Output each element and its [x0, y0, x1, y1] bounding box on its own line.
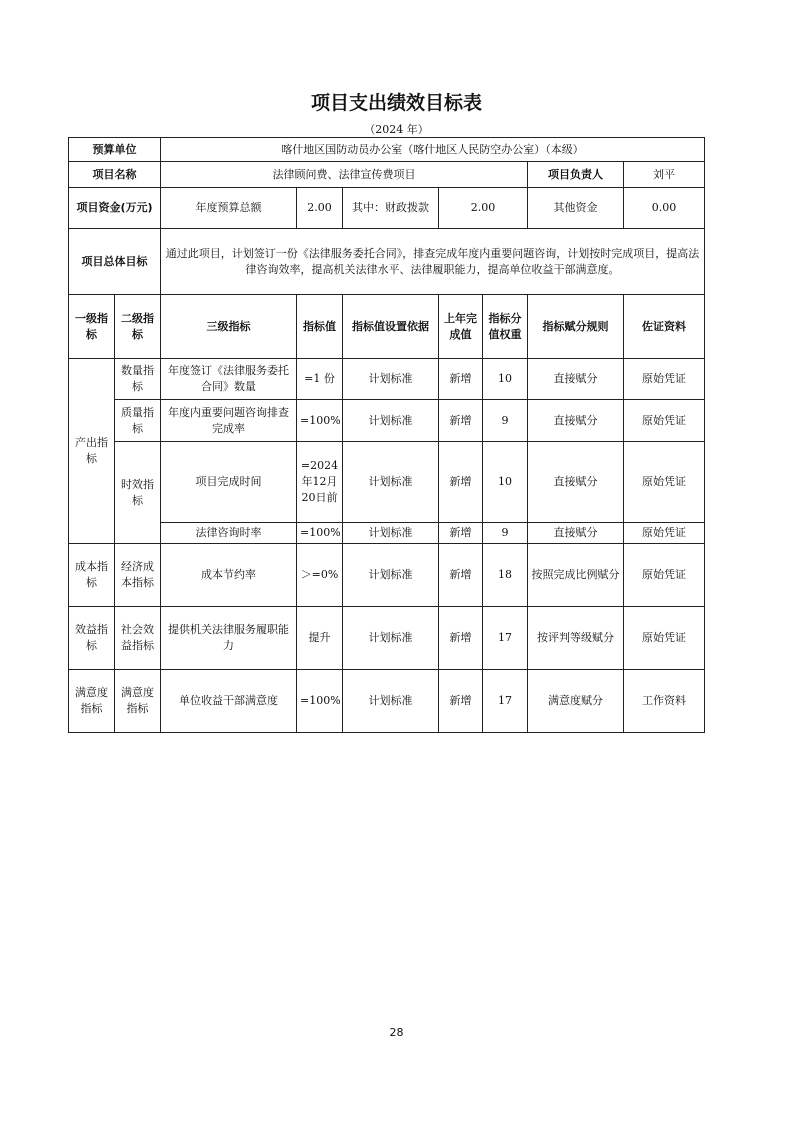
row-value: =100% [297, 523, 343, 544]
row-basis: 计划标准 [343, 523, 439, 544]
row-basis: 计划标准 [343, 607, 439, 670]
goal-row [69, 229, 705, 295]
page-number: 28 [389, 1026, 404, 1039]
group-quality: 质量指标 [115, 400, 161, 442]
group-satisfaction-level2: 满意度指标 [115, 670, 161, 733]
other-label: 其他资金 [528, 188, 624, 229]
header-level1: 一级指标 [69, 295, 115, 359]
row-name: 法律咨询时率 [161, 523, 297, 544]
row-evidence: 原始凭证 [624, 442, 705, 523]
year-subtitle: （2024 年） [364, 123, 429, 136]
goal-label: 项目总体目标 [69, 229, 161, 295]
indicator-header-row [69, 295, 705, 359]
row-name: 项目完成时间 [161, 442, 297, 523]
header-last-year: 上年完成值 [439, 295, 483, 359]
group-output: 产出指标 [69, 359, 115, 544]
table-row [69, 607, 705, 670]
page-title: 项目支出绩效目标表 [310, 92, 482, 114]
header-level2: 二级指标 [115, 295, 161, 359]
funds-label: 项目资金(万元) [69, 188, 161, 229]
row-basis: 计划标准 [343, 544, 439, 607]
table-row [69, 400, 705, 442]
annual-total-value: 2.00 [297, 188, 343, 229]
row-value: =2024年12月20日前 [297, 442, 343, 523]
row-name: 年度签订《法律服务委托合同》数量 [161, 359, 297, 400]
unit-label: 预算单位 [69, 138, 161, 162]
table-row [69, 670, 705, 733]
row-value: 提升 [297, 607, 343, 670]
row-basis: 计划标准 [343, 400, 439, 442]
row-value: ＞=0% [297, 544, 343, 607]
group-timeliness: 时效指标 [115, 442, 161, 544]
fiscal-label: 其中：财政拨款 [343, 188, 439, 229]
row-rule: 按照完成比例赋分 [528, 544, 624, 607]
group-cost: 成本指标 [69, 544, 115, 607]
header-rule: 指标赋分规则 [528, 295, 624, 359]
row-basis: 计划标准 [343, 442, 439, 523]
row-rule: 直接赋分 [528, 359, 624, 400]
row-value: =100% [297, 670, 343, 733]
row-value: =1 份 [297, 359, 343, 400]
row-last-year: 新增 [439, 607, 483, 670]
row-evidence: 原始凭证 [624, 400, 705, 442]
row-name: 单位收益干部满意度 [161, 670, 297, 733]
row-last-year: 新增 [439, 670, 483, 733]
row-last-year: 新增 [439, 442, 483, 523]
unit-row [69, 138, 705, 162]
header-weight: 指标分值权重 [483, 295, 528, 359]
row-weight: 10 [483, 359, 528, 400]
group-quantity: 数量指标 [115, 359, 161, 400]
group-economic-cost: 经济成本指标 [115, 544, 161, 607]
leader-label: 项目负责人 [528, 162, 624, 188]
funds-row [69, 188, 705, 229]
row-evidence: 原始凭证 [624, 544, 705, 607]
performance-target-table [68, 137, 705, 733]
row-evidence: 原始凭证 [624, 523, 705, 544]
fiscal-value: 2.00 [439, 188, 528, 229]
table-row [69, 523, 705, 544]
table-row [69, 544, 705, 607]
row-basis: 计划标准 [343, 670, 439, 733]
row-weight: 18 [483, 544, 528, 607]
row-basis: 计划标准 [343, 359, 439, 400]
row-value: =100% [297, 400, 343, 442]
header-value: 指标值 [297, 295, 343, 359]
header-basis: 指标值设置依据 [343, 295, 439, 359]
unit-value: 喀什地区国防动员办公室（喀什地区人民防空办公室）（本级） [161, 138, 705, 162]
row-rule: 满意度赋分 [528, 670, 624, 733]
project-name-row [69, 162, 705, 188]
row-last-year: 新增 [439, 400, 483, 442]
project-name-label: 项目名称 [69, 162, 161, 188]
goal-text: 通过此项目，计划签订一份《法律服务委托合同》，排查完成年度内重要问题咨询，计划按时完成项目，提高法律咨询效率，提高机关法律水平、法律履职能力，提高单位收益干部满意度。 [161, 229, 705, 295]
header-evidence: 佐证资料 [624, 295, 705, 359]
row-name: 年度内重要问题咨询排查完成率 [161, 400, 297, 442]
row-last-year: 新增 [439, 544, 483, 607]
row-rule: 直接赋分 [528, 523, 624, 544]
row-evidence: 原始凭证 [624, 359, 705, 400]
row-weight: 10 [483, 442, 528, 523]
row-name: 成本节约率 [161, 544, 297, 607]
row-rule: 直接赋分 [528, 400, 624, 442]
row-weight: 9 [483, 523, 528, 544]
group-satisfaction: 满意度指标 [69, 670, 115, 733]
row-last-year: 新增 [439, 523, 483, 544]
row-weight: 17 [483, 607, 528, 670]
group-benefit: 效益指标 [69, 607, 115, 670]
project-name-value: 法律顾问费、法律宣传费项目 [161, 162, 528, 188]
header-level3: 三级指标 [161, 295, 297, 359]
row-name: 提供机关法律服务履职能力 [161, 607, 297, 670]
leader-value: 刘平 [624, 162, 705, 188]
row-rule: 按评判等级赋分 [528, 607, 624, 670]
row-evidence: 原始凭证 [624, 607, 705, 670]
annual-total-label: 年度预算总额 [161, 188, 297, 229]
table-row [69, 442, 705, 523]
table-row [69, 359, 705, 400]
other-value: 0.00 [624, 188, 705, 229]
row-weight: 17 [483, 670, 528, 733]
row-last-year: 新增 [439, 359, 483, 400]
row-rule: 直接赋分 [528, 442, 624, 523]
row-weight: 9 [483, 400, 528, 442]
group-social-benefit: 社会效益指标 [115, 607, 161, 670]
row-evidence: 工作资料 [624, 670, 705, 733]
